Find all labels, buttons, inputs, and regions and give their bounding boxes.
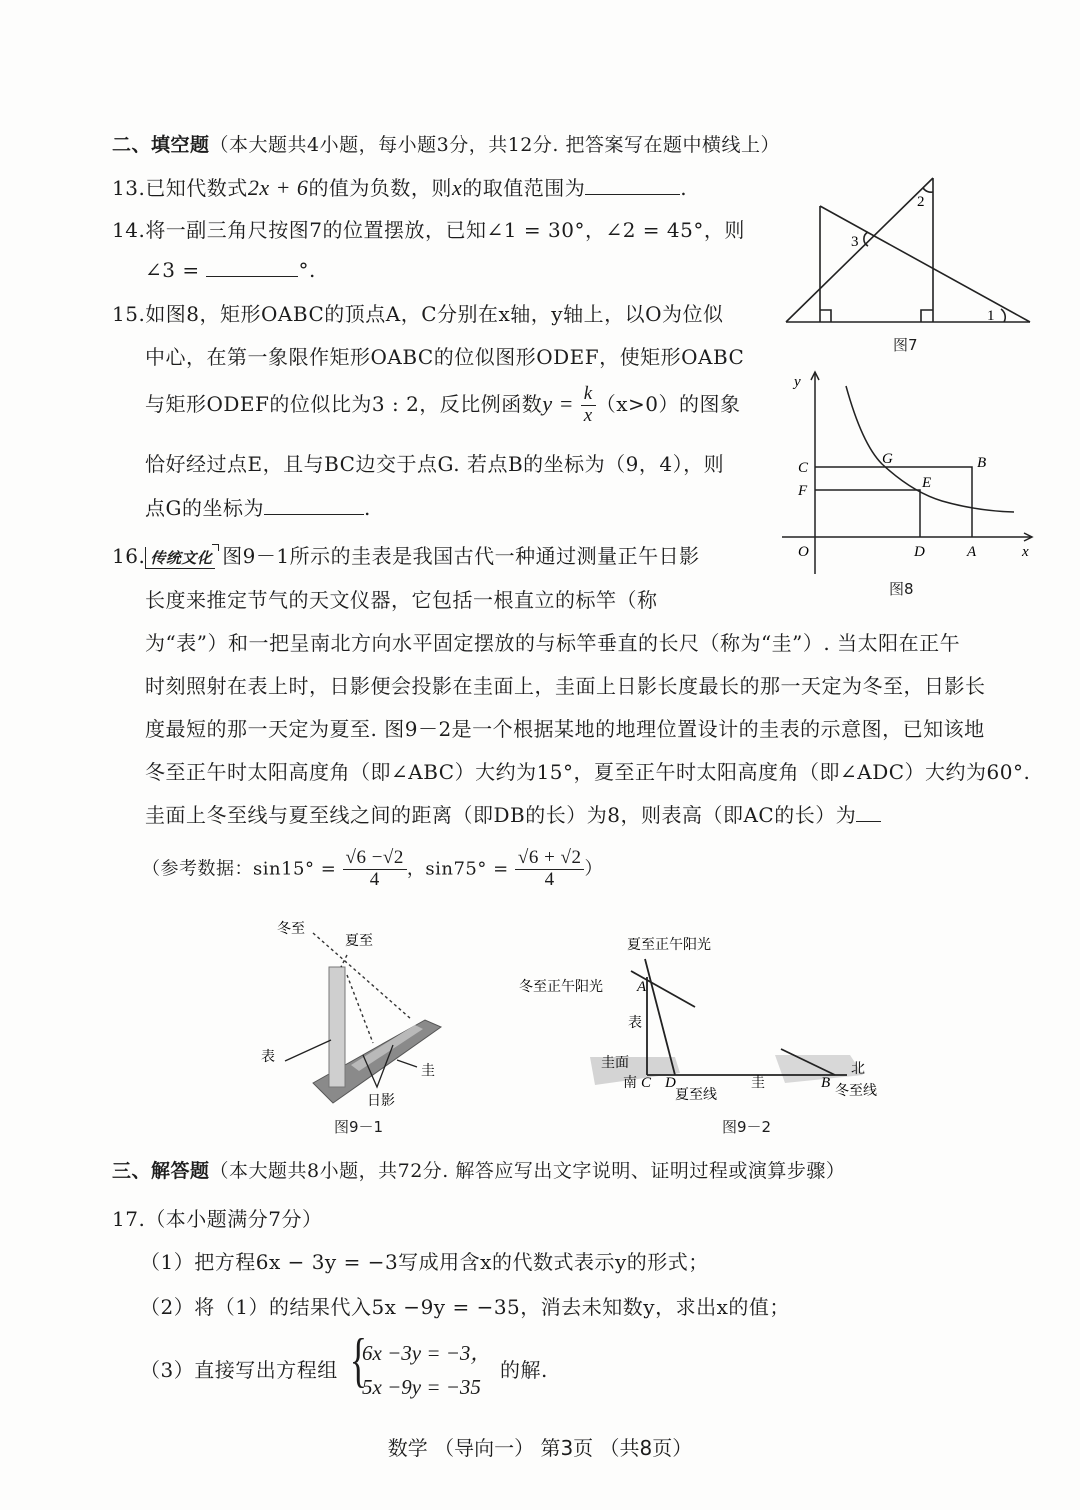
q15-period: . <box>363 496 371 520</box>
question-number: 13. <box>112 176 146 200</box>
coordinate-graph <box>782 364 1037 579</box>
figure-9-2-caption: 图9－2 <box>722 1118 772 1136</box>
point-c-label: C <box>798 460 809 476</box>
answer-blank-14[interactable] <box>206 260 298 277</box>
question-number: 15. <box>112 302 146 326</box>
figure-7 <box>780 168 1040 337</box>
question-15-line4: 恰好经过点E，且与BC边交于点G. 若点B的坐标为（9，4），则 <box>145 452 725 476</box>
question-16-line5: 度最短的那一天定为夏至. 图9－2是一个根据某地的地理位置设计的圭表的示意图，已知该地 <box>145 717 985 741</box>
q15-text: （x>0）的图象 <box>595 391 741 416</box>
section-2-heading <box>112 130 780 157</box>
question-16-line3: 为“表”）和一把呈南北方向水平固定摆放的与标竿垂直的长尺（称为“圭”）. 当太阳在正午 <box>145 631 961 655</box>
point-c-label: C <box>641 1075 652 1091</box>
point-e-label: E <box>922 475 932 491</box>
winter-sunlight-label: 冬至正午阳光 <box>519 980 603 995</box>
question-15-line2: 中心，在第一象限作矩形OABC的位似图形ODEF，使矩形OABC <box>145 345 745 369</box>
question-13 <box>112 172 687 201</box>
q14-angle3: ∠3 = <box>145 258 200 282</box>
q15-text: 如图8，矩形OABC的顶点A，C分别在x轴，y轴上，以O为位似 <box>145 302 724 326</box>
q13-variable: x <box>451 175 463 200</box>
numerator: √6 + √2 <box>515 848 585 870</box>
summer-solstice-label: 夏至 <box>345 934 373 949</box>
denominator: x <box>583 404 593 426</box>
origin-label: O <box>798 544 809 560</box>
q14-degree: °. <box>298 258 316 282</box>
ref-sin75: ，sin75° = <box>406 858 509 880</box>
q14-text: 将一副三角尺按图7的位置摆放，已知∠1 = 30°，∠2 = 45°，则 <box>145 218 745 242</box>
gnomon-label: 表 <box>261 1050 275 1065</box>
answer-blank-15[interactable] <box>264 498 364 515</box>
ref-label: （参考数据：sin15° = <box>142 858 337 880</box>
question-16-line7 <box>145 799 881 828</box>
numerator: √6 −√2 <box>343 848 407 870</box>
numerator: k <box>581 384 596 406</box>
question-16-line1 <box>112 540 700 569</box>
point-d-label: D <box>914 544 925 560</box>
question-15-line3 <box>145 384 741 427</box>
question-15-line5 <box>145 492 371 521</box>
fraction-k-over-x <box>581 384 596 427</box>
question-14-line2 <box>145 258 316 282</box>
q13-expression: 2x + 6 <box>247 175 309 200</box>
triangle-rulers-diagram <box>780 168 1040 333</box>
equation-system <box>362 1336 491 1404</box>
q15-text: 与矩形ODEF的位似比为3 : 2，反比例函数 <box>145 391 543 416</box>
question-number: 14. <box>112 218 146 242</box>
q13-period: . <box>680 176 688 200</box>
point-f-label: F <box>798 483 808 499</box>
q15-function: y = <box>542 390 574 416</box>
q13-text: 已知代数式 <box>145 176 248 200</box>
x-axis-label: x <box>1022 544 1029 560</box>
point-b-label: B <box>821 1075 831 1091</box>
north-label: 北 <box>851 1062 865 1077</box>
winter-solstice-label: 冬至 <box>277 922 305 937</box>
point-b-label: B <box>977 455 987 471</box>
question-14-line1 <box>112 214 745 243</box>
q17-score: （本小题满分7分） <box>145 1207 323 1231</box>
answer-blank-16[interactable] <box>856 805 881 822</box>
figure-7-caption: 图7 <box>893 336 918 354</box>
question-16-line6: 冬至正午时太阳高度角（即∠ABC）大约为15°，夏至正午时太阳高度角（即∠ADC）大约为60°. <box>145 760 1031 784</box>
gnomon-label: 表 <box>628 1016 642 1031</box>
summer-sunlight-label: 夏至正午阳光 <box>627 938 711 953</box>
sin15-fraction <box>343 848 407 891</box>
equation-2: 5x −9y = −35 <box>362 1375 481 1399</box>
point-a-label: A <box>637 979 647 995</box>
q16-text: 圭面上冬至线与夏至线之间的距离（即DB的长）为8，则表高（即AC的长）为 <box>145 803 857 827</box>
question-17-part2: （2）将（1）的结果代入5x −9y = −35，消去未知数y，求出x的值； <box>140 1295 790 1319</box>
gnomon-schematic <box>505 925 905 1105</box>
south-label: 南 <box>623 1076 637 1091</box>
denominator: 4 <box>369 868 380 890</box>
gnomon-illustration <box>255 915 455 1115</box>
denominator: 4 <box>544 868 555 890</box>
question-17-part3-suffix: 的解. <box>500 1358 548 1382</box>
question-16-line4: 时刻照射在表上时，日影便会投影在圭面上，圭面上日影长度最长的那一天定为冬至，日影长 <box>145 674 986 698</box>
section-3-heading <box>112 1156 845 1183</box>
figure-9-1-caption: 图9－1 <box>334 1118 384 1136</box>
angle-3-label: 3 <box>851 234 859 250</box>
gui-surface-label: 圭面 <box>601 1056 629 1071</box>
question-16-line2: 长度来推定节气的天文仪器，它包括一根直立的标竿（称 <box>145 588 658 612</box>
angle-2-label: 2 <box>917 194 925 210</box>
y-axis-label: y <box>794 374 801 390</box>
answer-blank-13[interactable] <box>585 178 680 195</box>
point-d-label: D <box>665 1075 676 1091</box>
figure-8-caption: 图8 <box>889 580 914 598</box>
figure-8 <box>782 364 1037 583</box>
q16-text: 图9－1所示的圭表是我国古代一种通过测量正午日影 <box>222 544 700 568</box>
section-2-title: 二、填空题 <box>112 134 210 156</box>
question-number: 16. <box>112 544 146 568</box>
shadow-label: 日影 <box>367 1094 395 1109</box>
figure-9-2 <box>505 925 905 1109</box>
equation-1: 6x −3y = −3， <box>362 1341 492 1365</box>
reference-data <box>142 848 603 891</box>
section-2-desc: （本大题共4小题，每小题3分，共12分. 把答案写在题中横线上） <box>209 134 780 156</box>
q13-text: 的取值范围为 <box>462 176 586 200</box>
summer-line-label: 夏至线 <box>675 1088 717 1103</box>
page-footer: 数学 （导向一） 第3页 （共8页） <box>387 1436 693 1460</box>
question-17-part3-prefix: （3）直接写出方程组 <box>140 1358 338 1382</box>
question-15-line1 <box>112 298 723 327</box>
gui-ruler-label: 圭 <box>751 1076 765 1091</box>
gui-ruler-label: 圭 <box>421 1064 435 1079</box>
question-number: 17. <box>112 1207 146 1231</box>
question-17-header <box>112 1203 323 1232</box>
traditional-culture-badge: 传统文化 <box>145 547 215 569</box>
q13-text: 的值为负数，则 <box>308 176 452 200</box>
sin75-fraction <box>515 848 585 891</box>
ref-close: ） <box>584 858 603 880</box>
question-17-part1: （1）把方程6x − 3y = −3写成用含x的代数式表示y的形式； <box>140 1250 709 1274</box>
figure-9-1 <box>255 915 455 1119</box>
q15-text: 点G的坐标为 <box>145 496 264 520</box>
angle-1-label: 1 <box>987 308 995 324</box>
winter-line-label: 冬至线 <box>835 1084 877 1099</box>
point-g-label: G <box>882 451 893 467</box>
section-3-title: 三、解答题 <box>112 1160 210 1182</box>
point-a-label: A <box>967 544 977 560</box>
equation-system-brace: { <box>349 1327 368 1393</box>
section-3-desc: （本大题共8小题，共72分. 解答应写出文字说明、证明过程或演算步骤） <box>209 1160 846 1182</box>
